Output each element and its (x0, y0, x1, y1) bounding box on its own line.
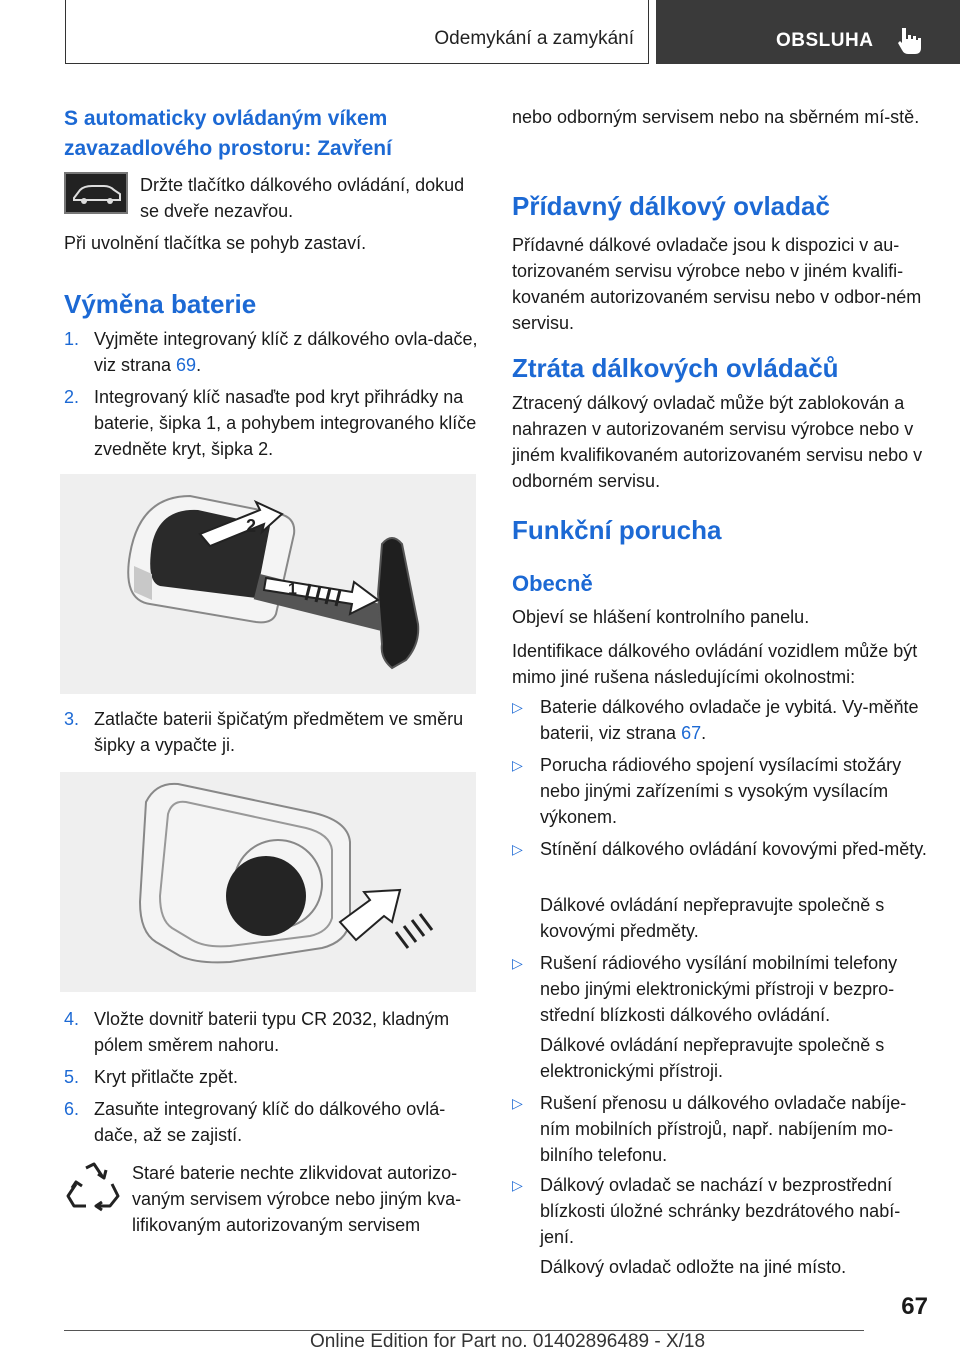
heading-extra-remote: Přídavný dálkový ovladač (512, 191, 830, 221)
page-link-67[interactable]: 67 (681, 723, 702, 743)
heading-remote-loss: Ztráta dálkových ovládačů (512, 353, 839, 383)
page-link-69[interactable]: 69 (176, 355, 197, 375)
release-text: Při uvolnění tlačítka se pohyb zastaví. (64, 233, 367, 253)
svg-text:2: 2 (246, 516, 257, 536)
remote-loss-text: Ztracený dálkový ovladač může být zablokován a nahrazen v autorizovaném servisu výrobce nebo v jiném kvalifikovaném autorizovaném servisu nebo v odborném servisu. (512, 393, 923, 491)
hand-pointer-icon (896, 24, 924, 56)
bullet-note: Dálkové ovládání nepřepravujte společně s elektronickými přístroji. (540, 1035, 885, 1081)
bullet-note: Dálkový ovladač odložte na jiné místo. (540, 1257, 847, 1277)
recycle-text: Staré baterie nechte zlikvidovat autorizo-vaným servisem výrobce nebo jiným kva-lifikovaným autorizovaným servisem (132, 1163, 462, 1235)
figure-battery-removal (60, 772, 476, 992)
heading-battery: Výměna baterie (64, 289, 257, 319)
triangle-bullet-icon: ▷ (512, 1095, 523, 1111)
heading-general: Obecně (512, 571, 593, 596)
footer-edition: Online Edition for Part no. 01402896489 - X/18 (310, 1331, 706, 1352)
recycle-text-continued: nebo odborným servisem nebo na sběrném mí-stě. (512, 107, 920, 127)
header-tab[interactable] (656, 0, 960, 64)
extra-remote-text: Přídavné dálkové ovladače jsou k dispozici v au-torizovaném servisu výrobce nebo v jiném kvalifi-kovaném autorizovaném servisu nebo v odbor-ném servisu. (512, 235, 922, 333)
triangle-bullet-icon: ▷ (512, 1177, 523, 1193)
triangle-bullet-icon: ▷ (512, 699, 523, 715)
recycle-icon (64, 1160, 124, 1214)
header-tab-label: OBSLUHA (776, 30, 874, 51)
general-text-1: Objeví se hlášení kontrolního panelu. (512, 607, 810, 627)
general-text-2: Identifikace dálkového ovládání vozidlem může být mimo jiné rušena následujícími okolnostmi: (512, 641, 918, 687)
triangle-bullet-icon: ▷ (512, 955, 523, 971)
bullet-note: Dálkové ovládání nepřepravujte společně s kovovými předměty. (540, 895, 885, 941)
car-trunk-icon (64, 172, 128, 214)
svg-text:1: 1 (288, 581, 297, 598)
page-number: 67 (901, 1293, 928, 1320)
triangle-bullet-icon: ▷ (512, 841, 523, 857)
heading-malfunction: Funkční porucha (512, 515, 722, 545)
heading-auto-trunk: S automaticky ovládaným víkem zavazadlového prostoru: Zavření (64, 107, 392, 160)
header-section-title: Odemykání a zamykání (434, 28, 634, 49)
header-box (65, 0, 649, 64)
car-button-text: Držte tlačítko dálkového ovládání, dokud se dveře nezavřou. (140, 175, 465, 221)
triangle-bullet-icon: ▷ (512, 757, 523, 773)
figure-key-insertion (60, 474, 476, 694)
